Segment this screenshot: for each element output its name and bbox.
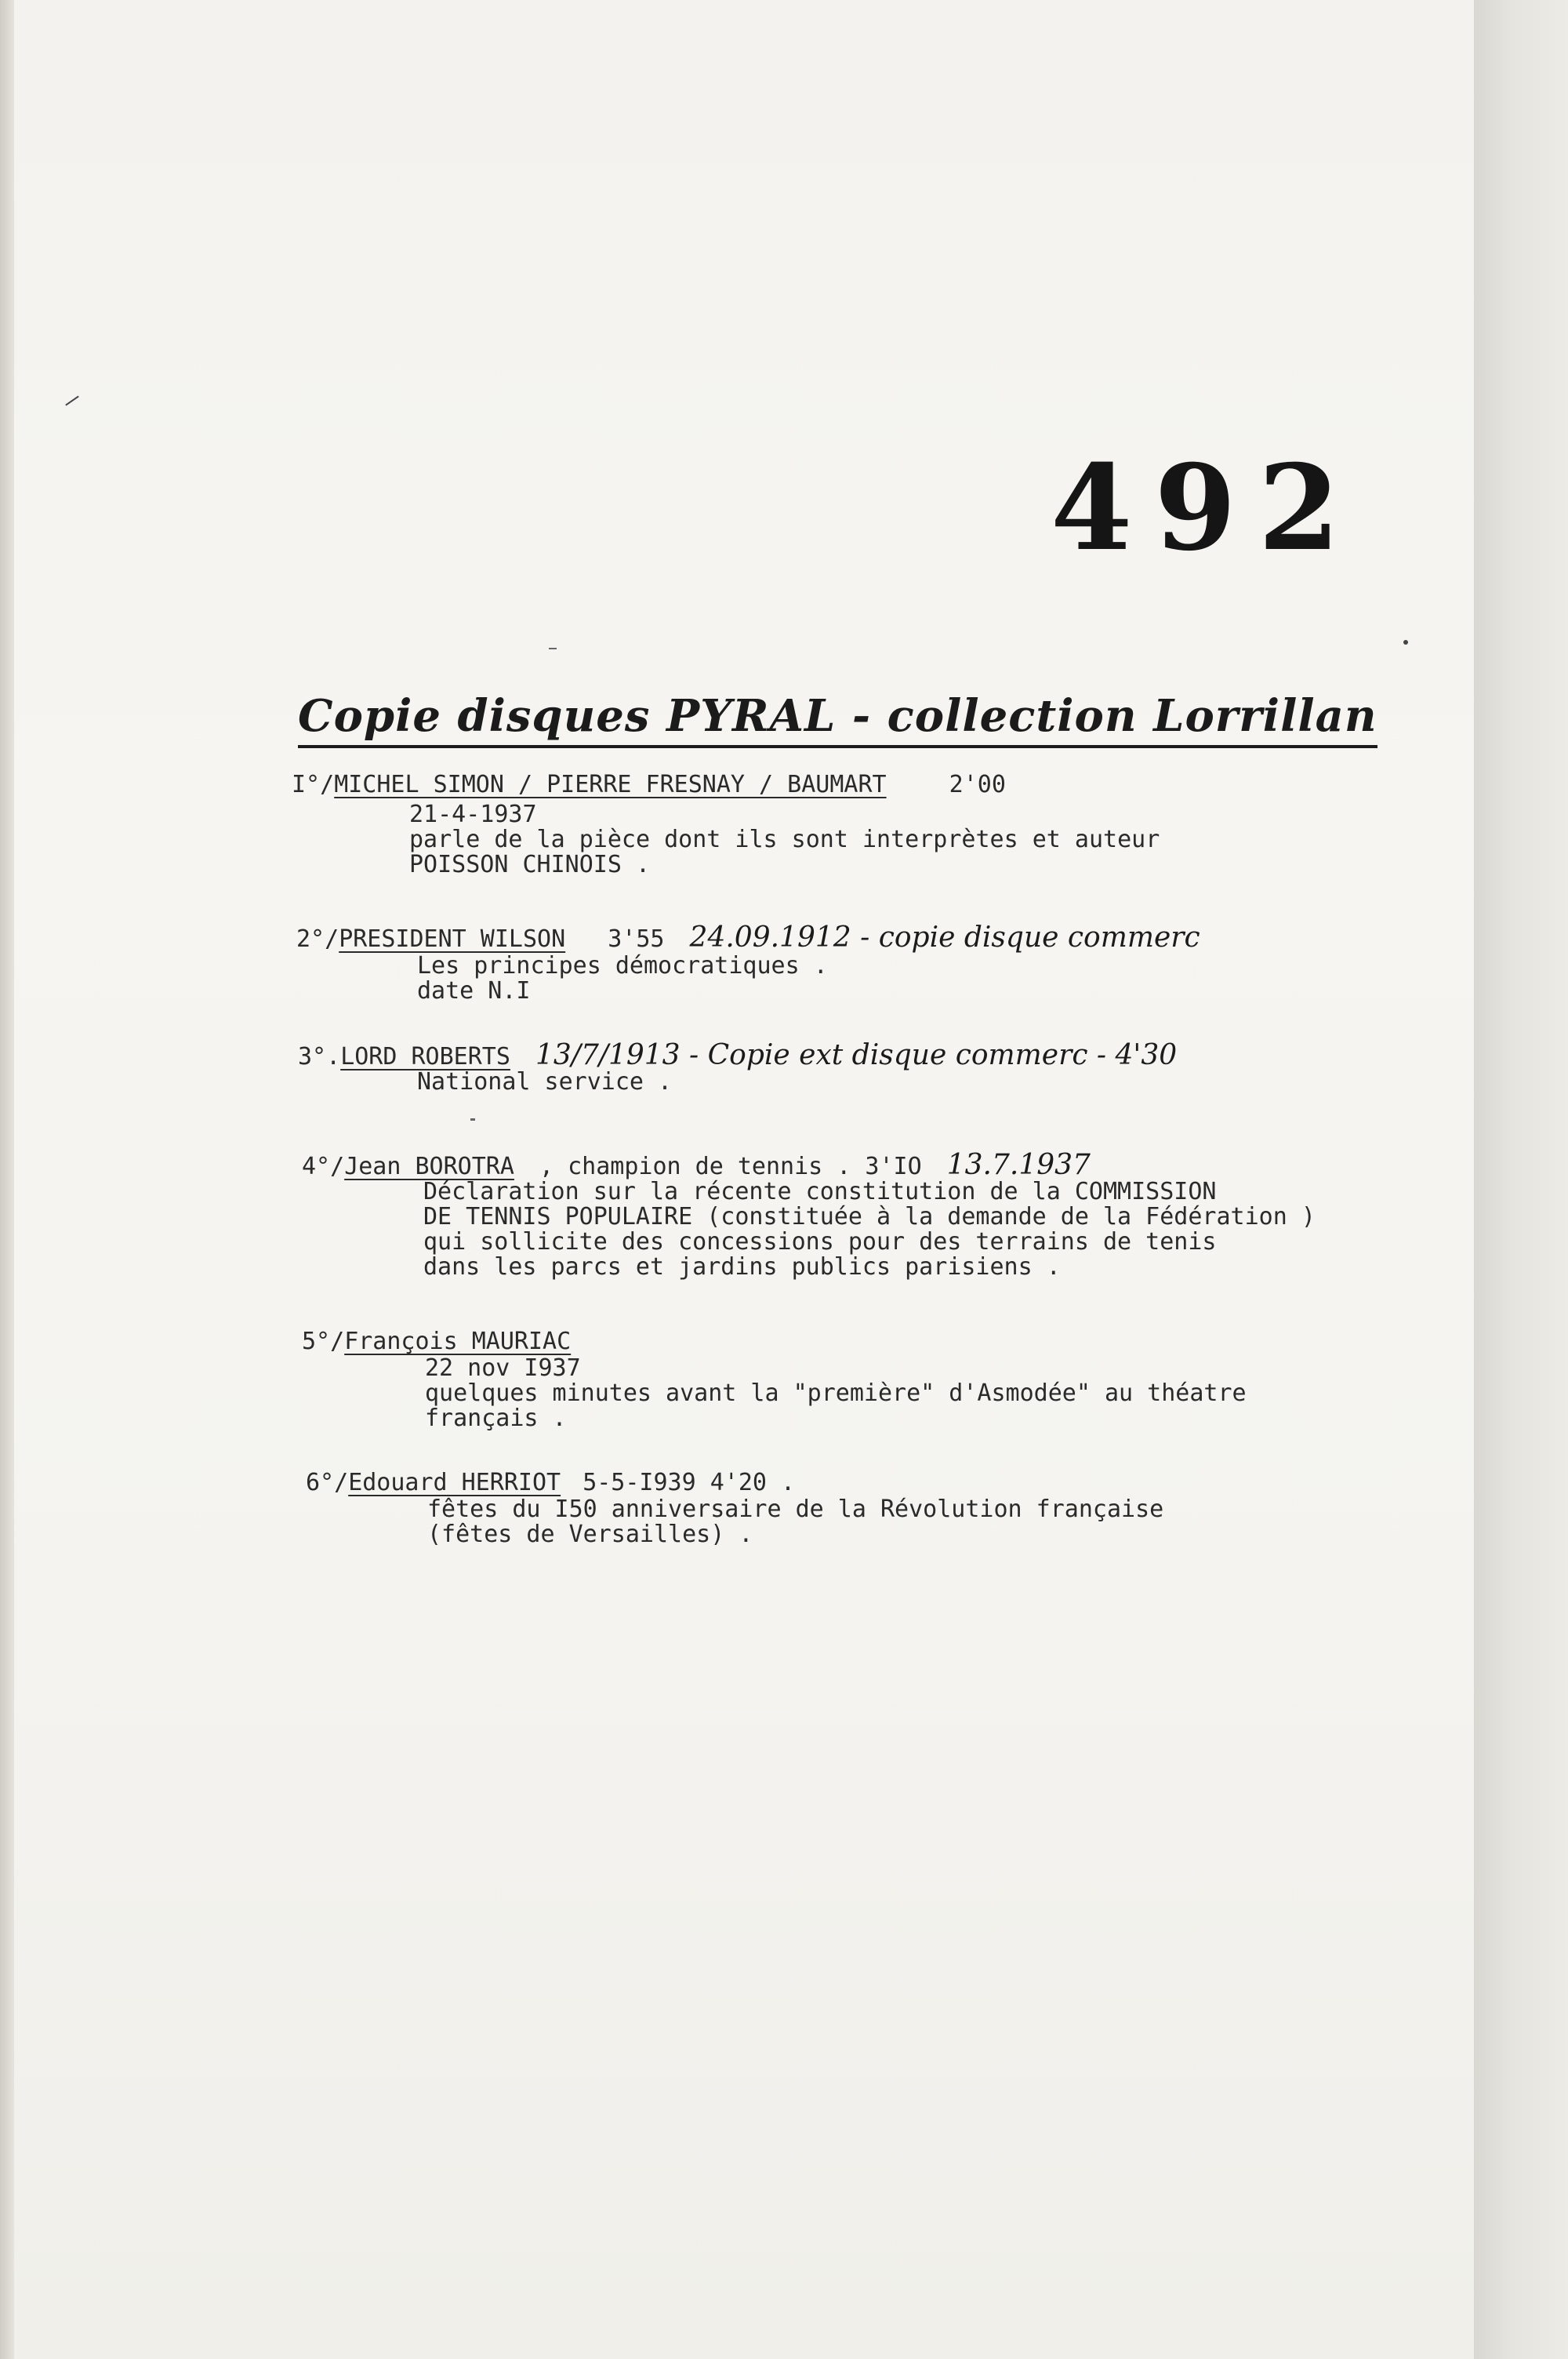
entry-number: 6°/ [306, 1469, 349, 1496]
entry-date-duration: 5-5-I939 4'20 . [583, 1469, 796, 1496]
entry-speaker: MICHEL SIMON / PIERRE FRESNAY / BAUMART [334, 771, 887, 798]
entry-3 [298, 1039, 1178, 1096]
entry-line: Les principes démocratiques . [417, 952, 828, 980]
stray-mark [549, 648, 557, 649]
entry-duration: 3'55 [608, 925, 665, 953]
entry-description: , champion de tennis . 3'IO [539, 1153, 922, 1180]
entry-line: 22 nov I937 [425, 1354, 581, 1382]
sheet-left-edge [0, 0, 14, 2359]
entry-4 [302, 1149, 1316, 1281]
handwritten-note: 13.7.1937 [946, 1149, 1091, 1181]
entry-line: Déclaration sur la récente constitution de la COMMISSION [423, 1178, 1217, 1205]
entry-5 [302, 1329, 1247, 1431]
entry-line: DE TENNIS POPULAIRE (constituée à la demande de la Fédération ) [423, 1203, 1316, 1230]
entry-line: National service . [417, 1068, 673, 1096]
entry-number: 4°/ [302, 1153, 345, 1180]
handwritten-heading: Copie disques PYRAL - collection Lorrillan [298, 690, 1377, 748]
entry-speaker: LORD ROBERTS [340, 1043, 510, 1070]
stray-mark [470, 1118, 475, 1121]
entry-line: (fêtes de Versailles) . [427, 1521, 753, 1548]
entry-line: POISSON CHINOIS . [409, 851, 651, 878]
entry-line: français . [425, 1405, 567, 1432]
entry-number: I°/ [292, 771, 335, 798]
handwritten-note: 24.09.1912 - copie disque commerc [689, 921, 1200, 954]
folio-number-stamp: 492 [1051, 439, 1363, 577]
page-shadow-edge [1474, 0, 1568, 2359]
entry-number: 5°/ [302, 1328, 345, 1355]
entry-line: fêtes du I50 anniversaire de la Révolution française [427, 1496, 1164, 1523]
entry-speaker: Edouard HERRIOT [348, 1469, 561, 1496]
handwritten-note: 13/7/1913 - Copie ext disque commerc - 4'30 [535, 1039, 1178, 1071]
entry-line: date N.I [417, 977, 531, 1005]
entry-2 [296, 921, 1200, 1005]
stray-mark [65, 395, 79, 405]
entry-line: qui sollicite des concessions pour des terrains de tenis [423, 1228, 1217, 1256]
stray-mark [1403, 640, 1408, 645]
entry-speaker: PRESIDENT WILSON [339, 925, 566, 953]
entry-6 [306, 1470, 1163, 1547]
entry-number: 3°. [298, 1043, 341, 1070]
entry-line: dans les parcs et jardins publics parisiens . [423, 1253, 1061, 1281]
entry-line: 21-4-1937 [409, 801, 537, 828]
entry-line: parle de la pièce dont ils sont interprètes et auteur [409, 826, 1160, 853]
entry-line: quelques minutes avant la "première" d'Asmodée" au théatre [425, 1379, 1247, 1407]
entry-1 [292, 772, 1160, 878]
entry-number: 2°/ [296, 925, 339, 953]
entry-duration: 2'00 [949, 771, 1006, 798]
entry-speaker: François MAURIAC [344, 1328, 572, 1355]
entry-speaker: Jean BOROTRA [344, 1153, 514, 1180]
